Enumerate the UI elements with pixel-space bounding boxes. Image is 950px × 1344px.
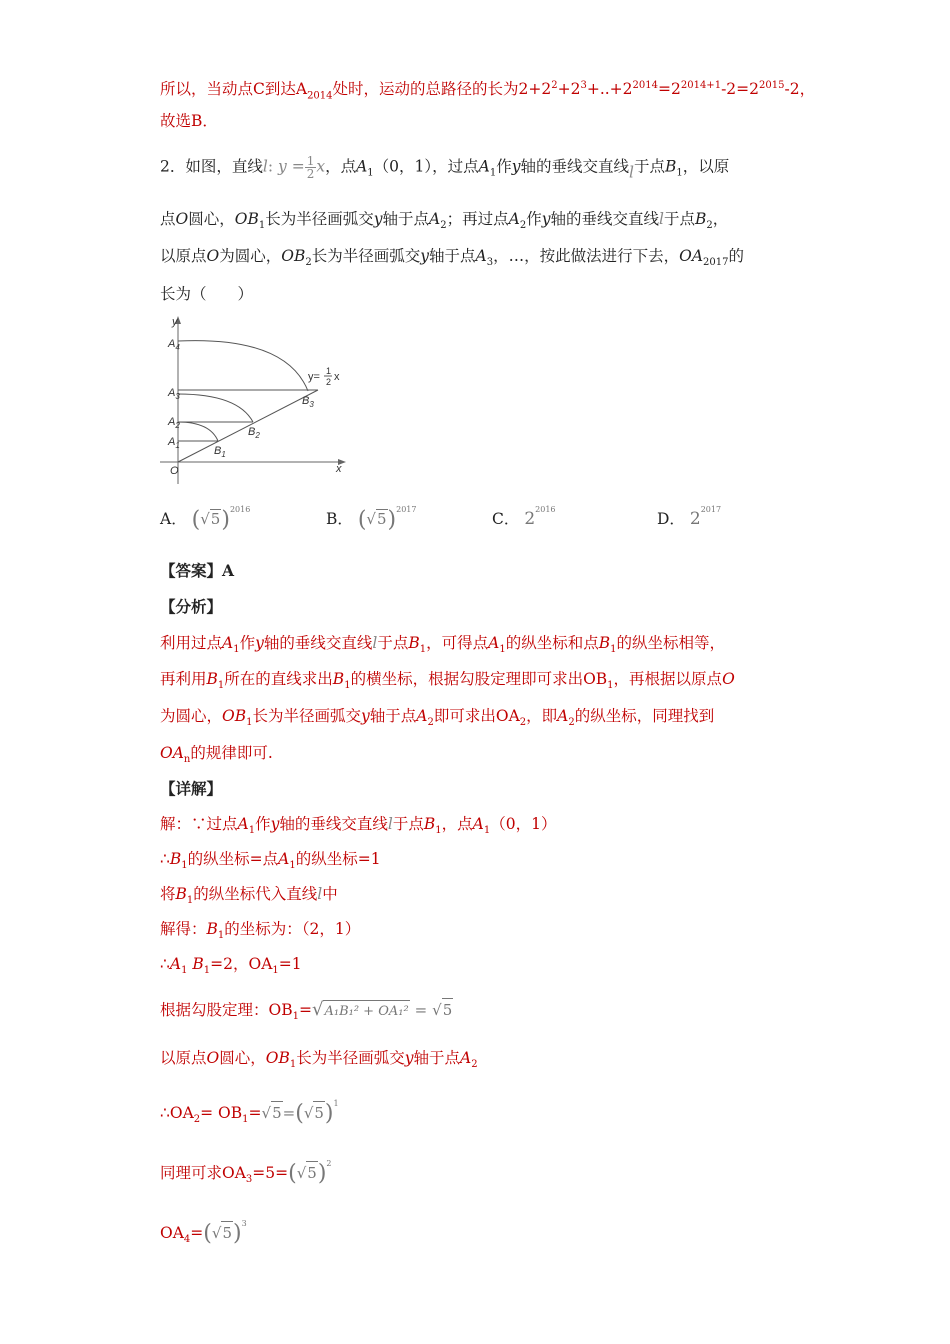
axis-y-label: y (172, 316, 178, 328)
analysis-line-4: $OA_n$的规律即可. (160, 744, 273, 766)
question-line-3: 以原点O为圆心，$OB_2$长为半径画弧交y轴于点$A_3$，…，按此做法进行下去，$OA_{2017}$的 (160, 247, 744, 269)
line-eq-den: 2 (326, 377, 332, 387)
analysis-line-1: 利用过点$A_1$作y轴的垂线交直线l于点$B_1$，可得点$A_1$的纵坐标和点$B_1$的纵坐标相等， (160, 634, 726, 656)
analysis-line-3: 为圆心，$OB_1$长为半径画弧交y轴于点$A_2$即可求出$OA_2$，即$A_2$的纵坐标，同理找到 (160, 707, 715, 729)
geometry-figure (158, 312, 358, 490)
question-line-1: 2．如图，直线l: y = $\frac{1}{2}$ x，点$A_1(0$，1），过点$A_1$作y轴的垂线交直线l于点$B_1$，以原 (160, 154, 730, 182)
detail-line-7: 以原点O圆心，$OB_1$长为半径画弧交y轴于点$A_2$ (160, 1049, 478, 1071)
detail-line-1: 解：∵过点$A_1$作y轴的垂线交直线l于点$B_1$，点$A_1(0$，1） (160, 815, 557, 837)
label-A4: $A_4$ (168, 338, 180, 352)
arc-1 (178, 422, 218, 441)
detail-line-9: 同理可求$OA_3=5=(√5)^2$ (160, 1159, 332, 1186)
detail-line-6: 根据勾股定理：$OB_1=√A_1B_1^2 + OA_1^2 = √5$ (160, 999, 453, 1023)
detail-line-2: $\therefore B_1$的纵坐标=点$A_1$的纵坐标=1 (160, 850, 381, 872)
detail-line-3: 将$B_1$的纵坐标代入直线l中 (160, 885, 338, 907)
analysis-heading: 【分析】 (160, 597, 223, 616)
option-D[interactable]: D． $2^{2017}$ (657, 505, 722, 529)
detail-line-8: $\therefore OA_2= OB_1=√5=(√5)^1$ (160, 1099, 339, 1126)
intro-line-2: 故选B． (160, 112, 218, 130)
label-B2: $B_2$ (248, 426, 260, 440)
label-A3: $A_3$ (168, 387, 180, 401)
option-B[interactable]: B． $(√5)^{2017}$ (326, 505, 417, 533)
line-eq-num: 1 (326, 366, 332, 376)
origin-label: O (170, 465, 179, 477)
axis-x-label: x (336, 463, 342, 475)
label-B1: $B_1$ (214, 445, 226, 459)
detail-line-5: $\therefore A_1$ $B_1=2$，$OA_1=1$ (160, 955, 302, 977)
option-A[interactable]: A． $(√5)^{2016}$ (160, 505, 251, 533)
label-B3: $B_3$ (302, 395, 314, 409)
detail-line-10: $OA_4=(√5)^3$ (160, 1219, 247, 1246)
label-A1: $A_1$ (168, 436, 180, 450)
fraction-one-half: $\frac{1}{2}$ (306, 154, 315, 181)
line-equation-label: y= (308, 371, 320, 383)
detail-heading: 【详解】 (160, 779, 223, 798)
detail-line-4: 解得：$B_1$的坐标为：（2，1） (160, 920, 361, 942)
option-C[interactable]: C． $2^{2016}$ (492, 505, 556, 529)
analysis-line-2: 再利用$B_1$所在的直线求出$B_1$的横坐标，根据勾股定理即可求出$OB_1$，再根据以原点O (160, 670, 735, 692)
arc-2 (178, 394, 253, 422)
line-eq-x: x (334, 371, 340, 383)
intro-line-1: 所以，当动点C到达$A_{2014}$处时，运动的总路径的长为$2+2^2+2^3+..+2^{2014}=2^{2014+1}-2=2^{2015}-2$， (160, 80, 816, 102)
arc-3 (178, 341, 308, 391)
question-line-4: 长为（ ） (160, 285, 254, 303)
question-line-2: 点O圆心，$OB_1$长为半径画弧交y轴于点$A_2$；再过点$A_2$作y轴的垂线交直线l于点$B_2$， (160, 210, 729, 232)
answer-heading: 【答案】A (160, 561, 235, 580)
label-A2: $A_2$ (168, 416, 180, 430)
